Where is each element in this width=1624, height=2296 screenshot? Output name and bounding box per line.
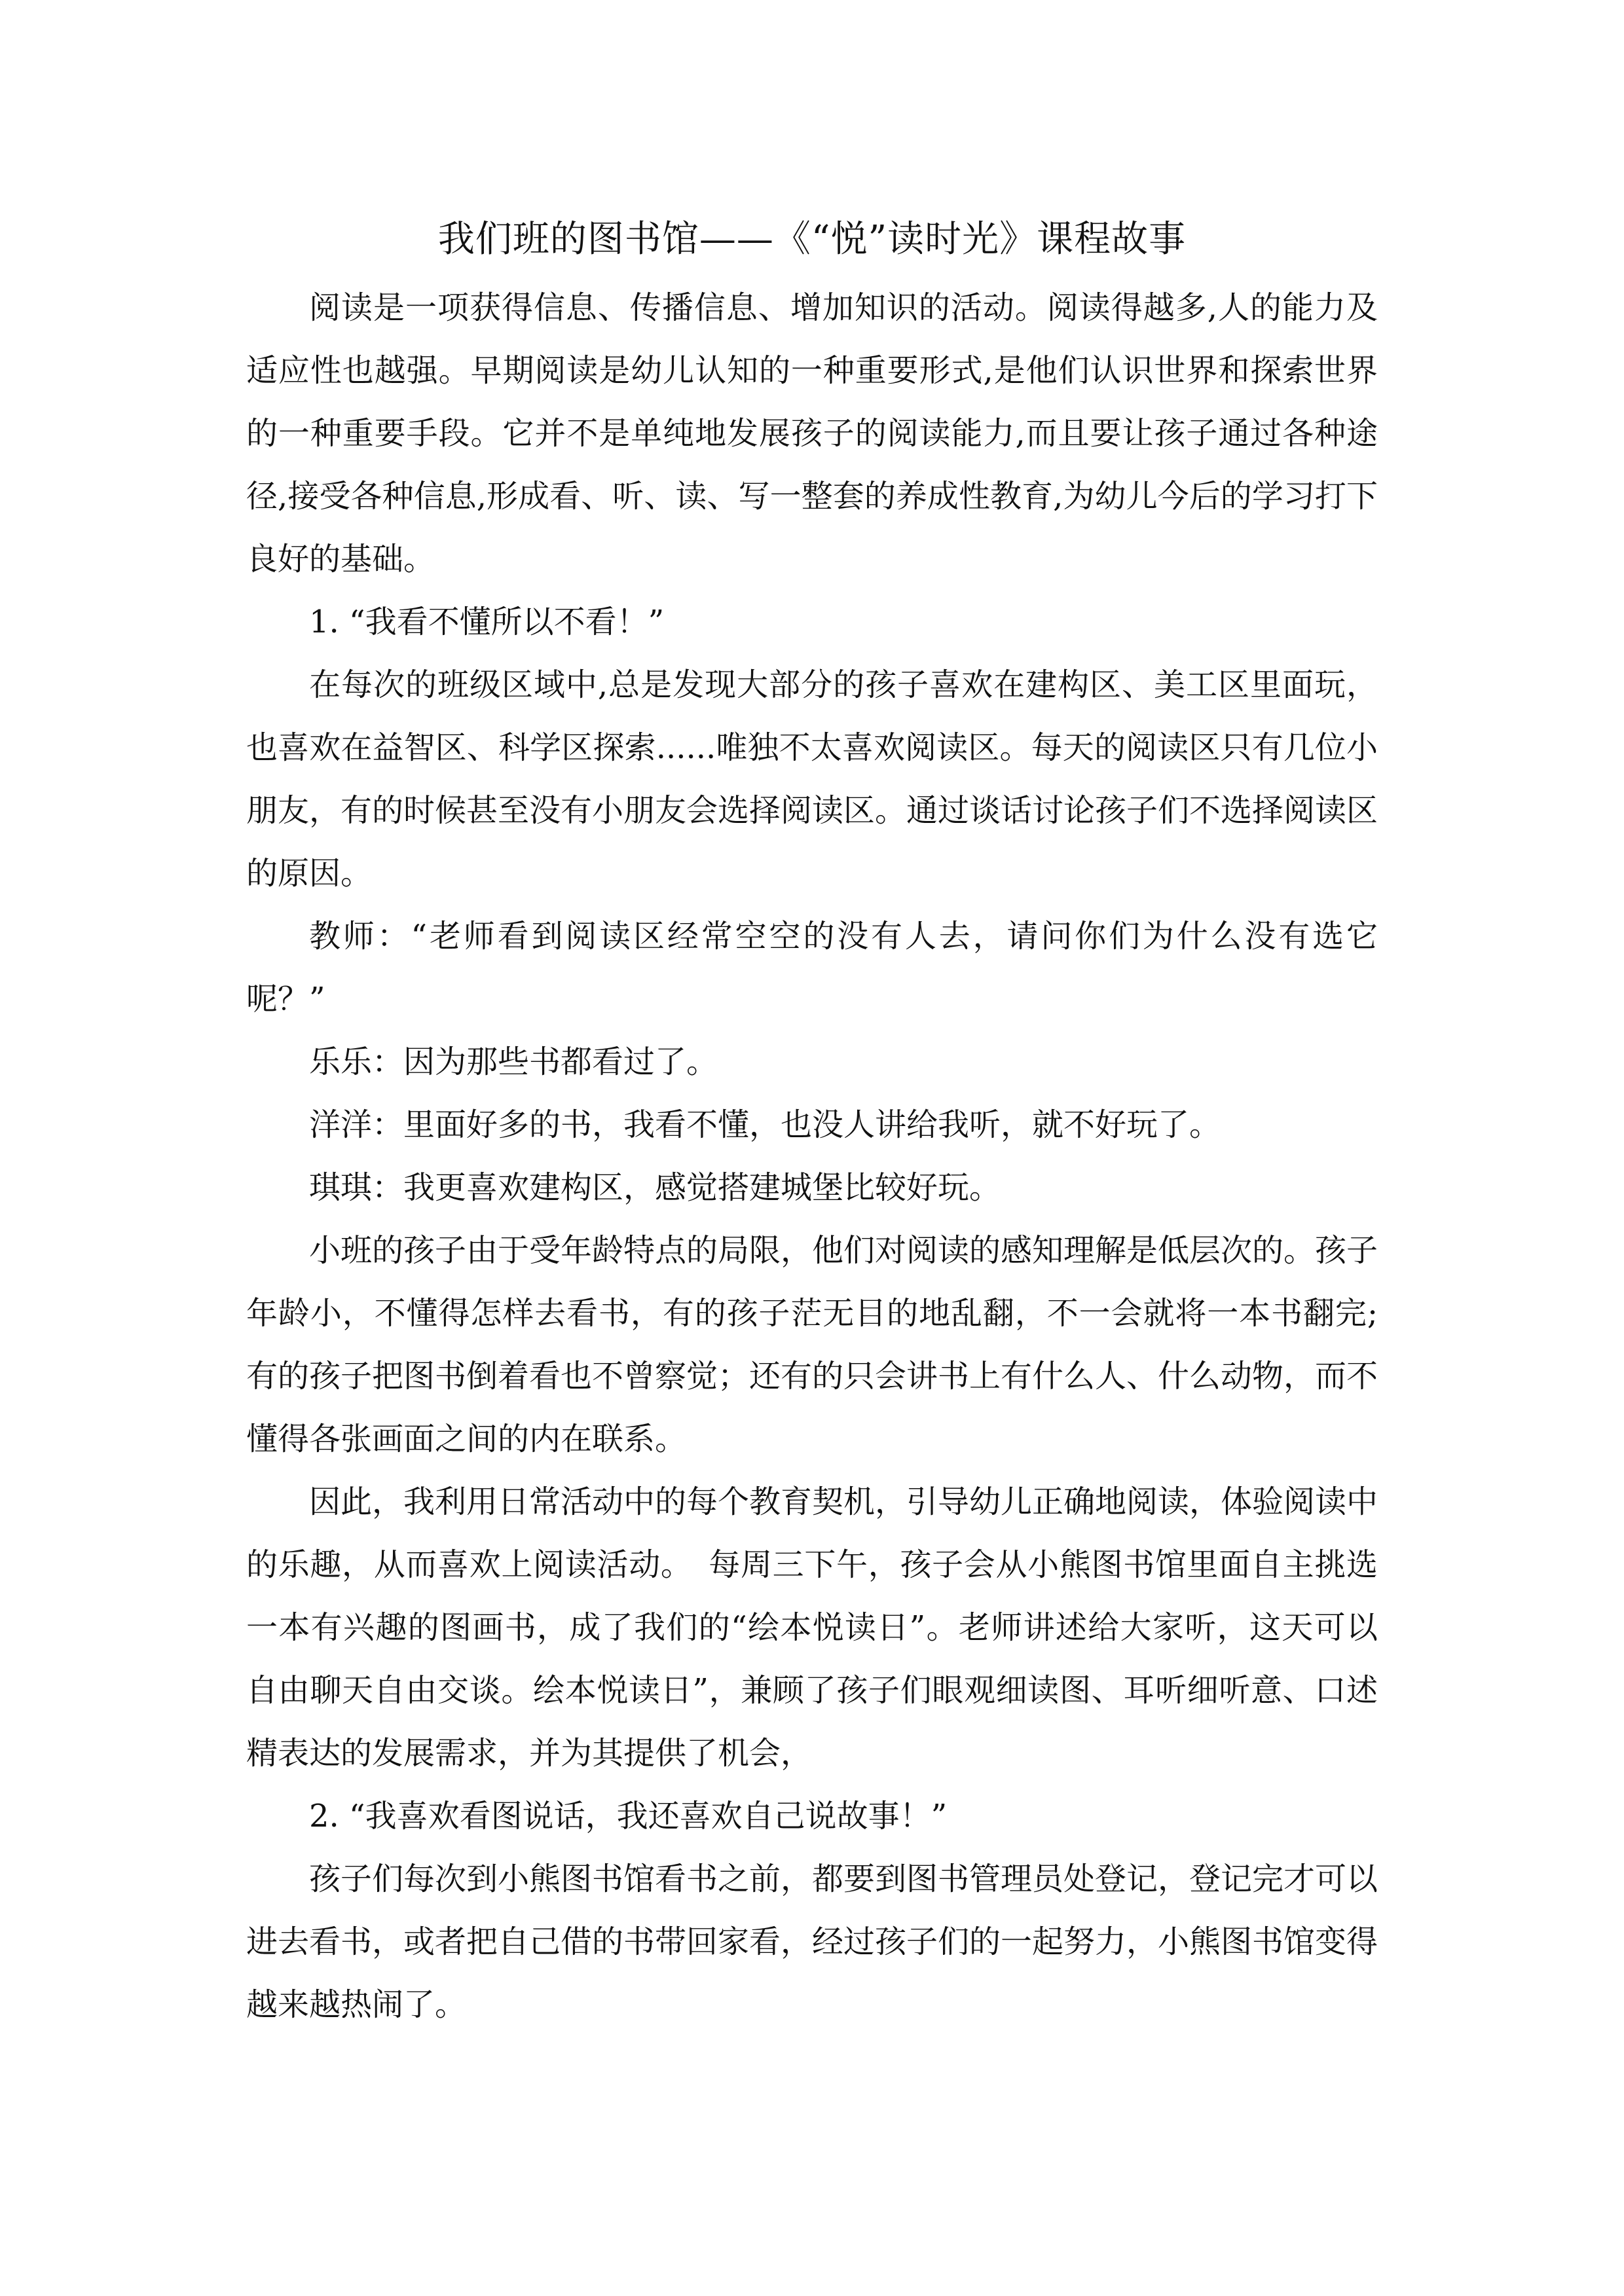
document-body: [246, 208, 1378, 2036]
analysis-paragraph: 小班的孩子由于受年龄特点的局限，他们对阅读的感知理解是低层次的。孩子年龄小，不懂得怎样去看书，有的孩子茫无目的地乱翻，不一会就将一本书翻完;有的孩子把图书倒着看也不曾察觉；还有的只会讲书上有什么人、什么动物，而不懂得各张画面之间的内在联系。: [246, 1232, 1378, 1457]
section-1-paragraph: 在每次的班级区域中,总是发现大部分的孩子喜欢在建构区、美工区里面玩，也喜欢在益智区、科学区探索......唯独不太喜欢阅读区。每天的阅读区只有几位小朋友，有的时候甚至没有小朋友会选择阅读区。通过谈话讨论孩子们不选择阅读区的原因。: [246, 666, 1378, 892]
section-heading-1: 1. “我看不懂所以不看！”: [309, 604, 665, 640]
strategy-paragraph: 因此，我利用日常活动中的每个教育契机，引导幼儿正确地阅读，体验阅读中的乐趣，从而喜欢上阅读活动。 每周三下午，孩子会从小熊图书馆里面自主挑选一本有兴趣的图画书，成了我们的“绘本悦读日”。老师讲述给大家听，这天可以自由聊天自由交谈。绘本悦读日”，兼顾了孩子们眼观细读图、耳听细听意、口述精表达的发展需求，并为其提供了机会，: [246, 1484, 1378, 1772]
dialogue-qiqi: 琪琪：我更喜欢建构区，感觉搭建城堡比较好玩。: [309, 1169, 1001, 1206]
intro-paragraph: 阅读是一项获得信息、传播信息、增加知识的活动。阅读得越多,人的能力及适应性也越强。早期阅读是幼儿认知的一种重要形式,是他们认识世界和探索世界的一种重要手段。它并不是单纯地发展孩子的阅读能力,而且要让孩子通过各种途径,接受各种信息,形成看、听、读、写一整套的养成性教育,为幼儿今后的学习打下良好的基础。: [246, 289, 1378, 577]
dialogue-teacher: 教师：“老师看到阅读区经常空空的没有人去，请问你们为什么没有选它呢？”: [246, 918, 1378, 1017]
section-2-paragraph: 孩子们每次到小熊图书馆看书之前，都要到图书管理员处登记，登记完才可以进去看书，或者把自己借的书带回家看，经过孩子们的一起努力，小熊图书馆变得越来越热闹了。: [246, 1861, 1378, 2023]
document-title: 我们班的图书馆——《“悦”读时光》课程故事: [437, 218, 1187, 261]
dialogue-yangyang: 洋洋：里面好多的书，我看不懂，也没人讲给我听，就不好玩了。: [309, 1106, 1221, 1143]
dialogue-lele: 乐乐：因为那些书都看过了。: [309, 1044, 718, 1080]
section-heading-2: 2. “我喜欢看图说话，我还喜欢自己说故事！”: [309, 1798, 948, 1834]
